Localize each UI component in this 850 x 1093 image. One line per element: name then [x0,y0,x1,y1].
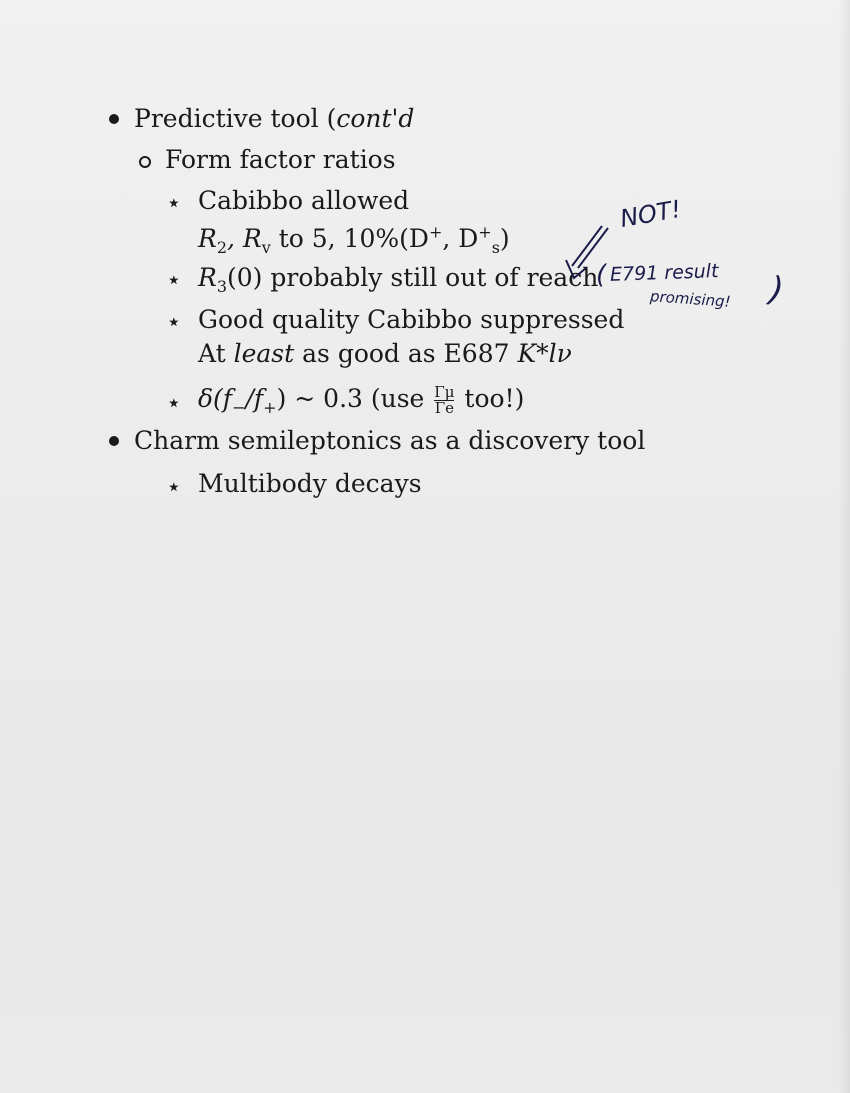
text: ) [499,224,510,253]
text: Charm semileptonics as a discovery tool [134,426,646,455]
text: + [263,398,277,417]
star-bullet: ⋆ [166,472,182,501]
item-form-factor-ratio-precision [198,384,524,416]
text: + [478,222,492,242]
text: to 5, 10%(D [270,224,429,253]
text: ) ~ 0.3 (use [276,384,425,413]
star-bullet: ⋆ [166,307,182,336]
handwritten-open-paren: ( [596,260,607,290]
heading-discovery-tool [134,426,645,456]
item-r3-out-of-reach [198,263,599,296]
text: Form factor ratios [165,145,396,174]
text: Γe [434,399,455,417]
item-cabibbo-allowed-detail [198,222,510,257]
subheading-form-factor-ratios [165,145,396,175]
item-cabibbo-suppressed [198,305,624,335]
text: Γμ [434,383,455,401]
handwritten-e791-result: E791 result [609,260,719,286]
handwritten-not: NOT! [618,194,684,234]
text: (0) probably still out of reach [227,263,599,292]
text: , R [227,224,262,253]
text: + [428,222,443,242]
bullet-dot [109,436,119,446]
star-bullet: ⋆ [166,188,182,217]
item-multibody-decays [198,469,422,499]
bullet-dot [109,114,119,124]
text: s [491,238,500,257]
heading-predictive-tool [134,104,414,134]
text: 2 [216,238,228,257]
handwritten-promising: promising! [649,287,732,311]
text: R [198,263,217,292]
text: least [233,339,295,368]
text: − [232,398,246,417]
text: , D [442,224,479,253]
star-bullet: ⋆ [166,388,182,417]
text: Good quality Cabibbo suppressed [198,305,625,334]
handwritten-close-paren: ) [767,269,786,311]
text: as good as E687 [294,339,518,368]
text: Cabibbo allowed [198,186,410,215]
text: v [261,238,271,257]
star-bullet: ⋆ [166,265,182,294]
page-edge-shadow [838,0,850,1093]
text: too!) [456,384,525,413]
item-cabibbo-suppressed-detail [198,339,572,369]
gamma-ratio-fraction [434,385,454,416]
item-cabibbo-allowed [198,186,409,216]
bullet-circle [139,156,151,168]
text: Predictive tool ( [134,104,337,133]
text: cont'd [336,104,415,133]
text: K*lν [517,339,572,368]
text: R [198,224,217,253]
text: 3 [216,277,228,296]
text: δ(f [198,384,233,413]
text: Multibody decays [198,469,422,498]
text: At [198,339,234,368]
text: /f [245,384,264,413]
